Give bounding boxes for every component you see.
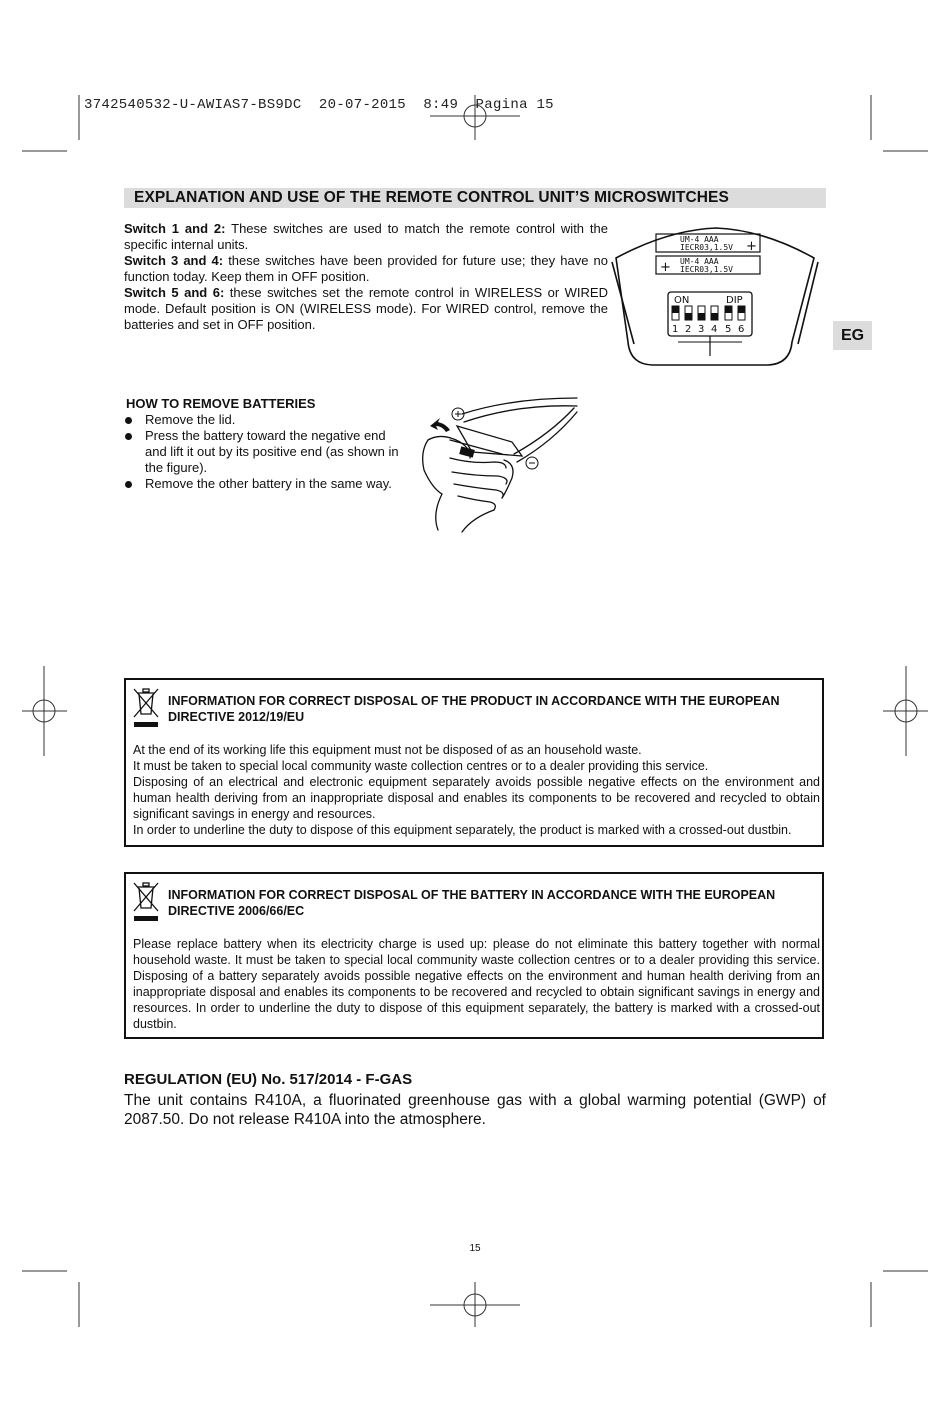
- product-disposal-paragraph: In order to underline the duty to dispose of this equipment separately, the product is marked with a crossed-out dustbin.: [133, 823, 792, 837]
- switch-5-6-label: Switch 5 and 6:: [124, 285, 225, 300]
- bullet-icon: [125, 433, 132, 440]
- switch-3-4-text: these switches have been provided for future use; they have no function today. Keep them in OFF position.: [124, 253, 608, 284]
- battery-removal-illustration: [402, 392, 582, 537]
- page-number: 15: [469, 1243, 481, 1254]
- language-tab: EG: [833, 321, 872, 350]
- product-disposal-paragraph: Disposing of an electrical and electronic equipment separately avoids possible negative effects on the environment and human health deriving from an inappropriate disposal and enables its components to be recovered and recycled to obtain significant savings in energy and resources.: [133, 775, 820, 821]
- print-header: 3742540532-U-AWIAS7-BS9DC 20-07-2015 8:49 Pagina 15: [84, 97, 554, 113]
- dip-number-3: 3: [698, 324, 705, 335]
- battery-label-bottom-1: IECR03,1.5V: [680, 243, 733, 252]
- battery-disposal-box: [124, 872, 824, 1039]
- battery-step: [124, 428, 406, 476]
- product-disposal-paragraph: At the end of its working life this equipment must not be disposed of as an household waste.: [133, 743, 642, 757]
- batteries-title: HOW TO REMOVE BATTERIES: [126, 396, 316, 411]
- switch-3-4-paragraph: [124, 253, 608, 285]
- switch-5-6-text: these switches set the remote control in WIRELESS or WIRED mode. Default position is ON (WIRELESS mode). For WIRED control, remove the batteries and set in OFF position.: [124, 285, 608, 332]
- battery-label-top-2: UM-4 AAA: [680, 257, 719, 266]
- section-title: EXPLANATION AND USE OF THE REMOTE CONTROL UNIT’S MICROSWITCHES: [134, 189, 729, 206]
- switch-1-2-paragraph: [124, 221, 608, 253]
- battery-disposal-body: [133, 936, 820, 1032]
- battery-plus-1: +: [746, 239, 757, 254]
- dip-number-5: 5: [725, 324, 732, 335]
- battery-label-bottom-2: IECR03,1.5V: [680, 265, 733, 274]
- dip-on-label: ON: [674, 295, 690, 306]
- battery-steps-list: [124, 412, 406, 492]
- crossed-out-dustbin-icon: [132, 686, 160, 728]
- switch-5-6-paragraph: [124, 285, 608, 333]
- dip-number-1: 1: [672, 324, 679, 335]
- switch-1-2-label: Switch 1 and 2:: [124, 221, 226, 236]
- battery-step: [124, 476, 406, 492]
- battery-disposal-heading: INFORMATION FOR CORRECT DISPOSAL OF THE BATTERY IN ACCORDANCE WITH THE EUROPEAN DIRECTIVE 2006/66/EC: [168, 888, 776, 918]
- battery-label-top-1: UM-4 AAA: [680, 235, 719, 244]
- battery-step: [124, 412, 406, 428]
- switch-3-4-label: Switch 3 and 4:: [124, 253, 224, 268]
- fgas-title: REGULATION (EU) No. 517/2014 - F-GAS: [124, 1071, 413, 1088]
- fgas-text: The unit contains R410A, a fluorinated greenhouse gas with a global warming potential (GWP) of 2087.50. Do not release R410A into the atmosphere.: [124, 1092, 826, 1128]
- dip-number-6: 6: [738, 324, 745, 335]
- switch-descriptions: [124, 221, 608, 333]
- product-disposal-heading: INFORMATION FOR CORRECT DISPOSAL OF THE PRODUCT IN ACCORDANCE WITH THE EUROPEAN DIRECTIVE 2012/19/EU: [168, 694, 780, 724]
- battery-step-text: Remove the lid.: [145, 412, 236, 427]
- dip-switches: [672, 306, 745, 320]
- battery-step-text: Remove the other battery in the same way.: [145, 476, 392, 491]
- dip-number-2: 2: [685, 324, 692, 335]
- bullet-icon: [125, 481, 132, 488]
- bullet-icon: [125, 417, 132, 424]
- switch-1-2-text: These switches are used to match the remote control with the specific internal units.: [124, 221, 609, 252]
- dip-number-4: 4: [711, 324, 718, 335]
- battery-disposal-paragraph: Please replace battery when its electricity charge is used up: please do not eliminate this battery together with normal household waste. It must be taken to special local community waste collection centres or to a dealer providing this service. Disposing of a battery separately avoids possible negative effects on the environment and human health deriving from an inappropriate disposal and enables its components to be recovered and recycled to obtain significant savings in energy and resources. In order to underline the duty to dispose of this equipment separately, the battery is marked with a crossed-out dustbin.: [133, 937, 820, 1031]
- product-disposal-body: [133, 742, 820, 838]
- dip-label: DIP: [726, 295, 743, 306]
- product-disposal-box: [124, 678, 824, 847]
- crossed-out-dustbin-icon: [132, 880, 160, 922]
- product-disposal-paragraph: It must be taken to special local community waste collection centres or to a dealer providing this service.: [133, 759, 709, 773]
- battery-step-text: Press the battery toward the negative end and lift it out by its positive end (as shown in the figure).: [145, 428, 399, 475]
- remote-dip-switch-figure: [608, 222, 823, 372]
- battery-plus-2: +: [660, 260, 671, 275]
